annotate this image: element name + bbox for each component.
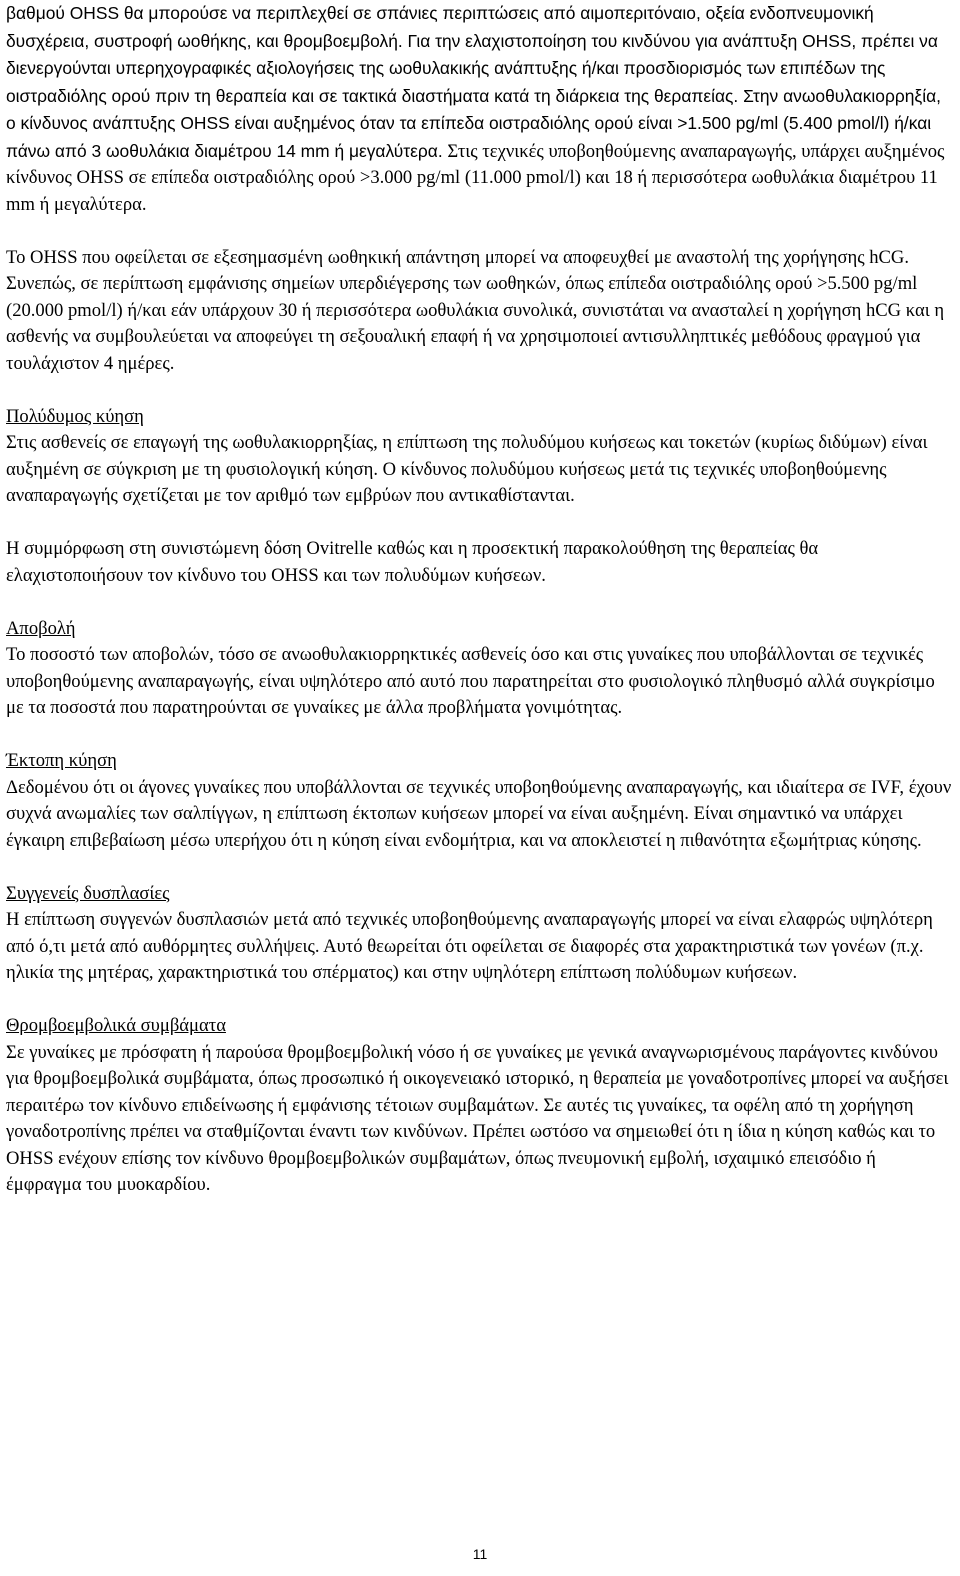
page-number: 11 (472, 1546, 488, 1562)
ohss-prevention-paragraph: Το OHSS που οφείλεται σε εξεσημασμένη ωοθηκική απάντηση μπορεί να αποφευχθεί με αναστολή της χορήγησης hCG. Συνεπώς, σε περίπτωση εμφάνισης σημείων υπερδιέγερσης των ωοθηκών, όπως επίπεδα οιστραδιόλης ορού >5.500 pg/ml (20.000 pmol/l) ή/και εάν υπάρχουν 30 ή περισσότερα ωοθυλάκια συνολικά, συνιστάται να ανασταλεί η χορήγηση hCG και η ασθενής να συμβουλεύεται να αποφεύγει τη σεξουαλική επαφή ή να χρησιμοποιεί αντισυλληπτικές μεθόδους φραγμού για τουλάχιστον 4 ημέρες. (6, 246, 945, 374)
section-text-multiple-pregnancy: Στις ασθενείς σε επαγωγή της ωοθυλακιορρηξίας, η επίπτωση της πολυδύμου κυήσεως και τοκετών (κυρίως διδύμων) είναι αυξημένη σε σύγκριση με τη φυσιολογική κύηση. Ο κίνδυνος πολυδύμου κυήσεως μετά τις τεχνικές υποβοηθούμενης αναπαραγωγής σχετίζεται με τον αριθμό των εμβρύων που αντικαθίστανται. (6, 432, 928, 506)
section-heading-congenital-malformations: Συγγενείς δυσπλασίες (6, 882, 170, 904)
congenital-malformations-section (6, 881, 954, 987)
multiple-pregnancy-section (6, 404, 954, 510)
section-text-thromboembolic-events: Σε γυναίκες με πρόσφατη ή παρούσα θρομβοεμβολική νόσο ή σε γυναίκες με γενικά αναγνωρισμένους παράγοντες κινδύνου για θρομβοεμβολικά συμβάματα, όπως προσωπικό ή οικογενειακό ιστορικό, η θεραπεία με γοναδοτροπίνες μπορεί να αυξήσει περαιτέρω τον κίνδυνο επιδείνωσης ή εμφάνισης τέτοιων συμβαμάτων. Σε αυτές τις γυναίκες, τα οφέλη από τη χορήγηση γοναδοτροπίνης πρέπει να σταθμίζονται έναντι των κινδύνων. Πρέπει ωστόσο να σημειωθεί ότι η ίδια η κύηση καθώς και το OHSS ενέχουν επίσης τον κίνδυνο θρομβοεμβολικών συμβαμάτων, όπως πνευμονική εμβολή, ισχαιμικό επεισόδιο ή έμφραγμα του μυοκαρδίου. (6, 1041, 949, 1195)
section-text-ectopic-pregnancy: Δεδομένου ότι οι άγονες γυναίκες που υποβάλλονται σε τεχνικές υποβοηθούμενης αναπαραγωγής, και ιδιαίτερα σε IVF, έχουν συχνά ανωμαλίες των σαλπίγγων, η επίπτωση έκτοπων κυήσεων μπορεί να είναι αυξημένη. Είναι σημαντικό να υπάρχει έγκαιρη επιβεβαίωση μέσω υπερήχου ότι η κύηση είναι ενδομήτρια, και να αποκλειστεί η πιθανότητα εξωμήτριας κύησης. (6, 776, 952, 851)
section-heading-thromboembolic-events: Θρομβοεμβολικά συμβάματα (6, 1015, 226, 1036)
document-page (6, 0, 954, 1225)
miscarriage-section (6, 616, 954, 722)
ohss-risk-text-sans: βαθμού OHSS θα μπορούσε να περιπλεχθεί σε σπάνιες περιπτώσεις από αιμοπεριτόναιο, οξεία ενδοπνευμονική δυσχέρεια, συστροφή ωοθήκης, και θρομβοεμβολή. Για την ελαχιστοποίηση του κινδύνου για ανάπτυξη OHSS, πρέπει να διενεργούνται υπερηχογραφικές αξιολογήσεις της ωοθυλακικής ανάπτυξης ή/και προσδιορισμός των επιπέδων της οιστραδιόλης ορού πριν τη θεραπεία και σε τακτικά διαστήματα κατά τη διάρκεια της θεραπείας. Στην ανωοθυλακιορρηξία, ο κίνδυνος ανάπτυξης OHSS είναι αυξημένος όταν τα επίπεδα οιστραδιόλης ορού είναι >1.500 pg/ml (5.400 pmol/l) ή/και πάνω από 3 ωοθυλάκια διαμέτρου 14 mm ή μεγαλύτερα. (6, 3, 941, 161)
section-heading-multiple-pregnancy: Πολύδυμος κύηση (6, 405, 144, 427)
ectopic-pregnancy-section (6, 748, 954, 854)
section-heading-ectopic-pregnancy: Έκτοπη κύηση (6, 750, 117, 771)
section-text-miscarriage: Το ποσοστό των αποβολών, τόσο σε ανωοθυλακιορρηκτικές ασθενείς όσο και στις γυναίκες που υποβάλλονται σε τεχνικές υποβοηθούμενης αναπαραγωγής, είναι υψηλότερο από αυτό που παρατηρείται στο φυσιολογικό πληθυσμό αλλά συγκρίσιμο με τα ποσοστά που παρατηρούνται σε γυναίκες με άλλα προβλήματα γονιμότητας. (6, 644, 935, 718)
compliance-paragraph: Η συμμόρφωση στη συνιστώμενη δόση Ovitrelle καθώς και η προσεκτική παρακολούθηση της θεραπείας θα ελαχιστοποιήσουν τον κίνδυνο του OHSS και των πολυδύμων κυήσεων. (6, 538, 819, 586)
ohss-risk-text-serif: Στις τεχνικές υποβοηθούμενης αναπαραγωγής, υπάρχει αυξημένος κίνδυνος OHSS σε επίπεδα οιστραδιόλης ορού >3.000 pg/ml (11.000 pmol/l) και 18 ή περισσότερα ωοθυλάκια διαμέτρου 11 mm ή μεγαλύτερα. (6, 140, 945, 215)
section-text-congenital-malformations: Η επίπτωση συγγενών δυσπλασιών μετά από τεχνικές υποβοηθούμενης αναπαραγωγής μπορεί να είναι ελαφρώς υψηλότερη από ό,τι μετά από αυθόρμητες συλλήψεις. Αυτό θεωρείται ότι οφείλεται σε διαφορές στα χαρακτηριστικά των γονέων (π.χ. ηλικία της μητέρας, χαρακτηριστικά του σπέρματος) και στην υψηλότερη επίπτωση πολύδυμων κυήσεων. (6, 909, 933, 983)
section-heading-miscarriage: Αποβολή (6, 617, 76, 639)
ohss-risk-paragraph (6, 0, 954, 218)
thromboembolic-events-section (6, 1013, 954, 1199)
